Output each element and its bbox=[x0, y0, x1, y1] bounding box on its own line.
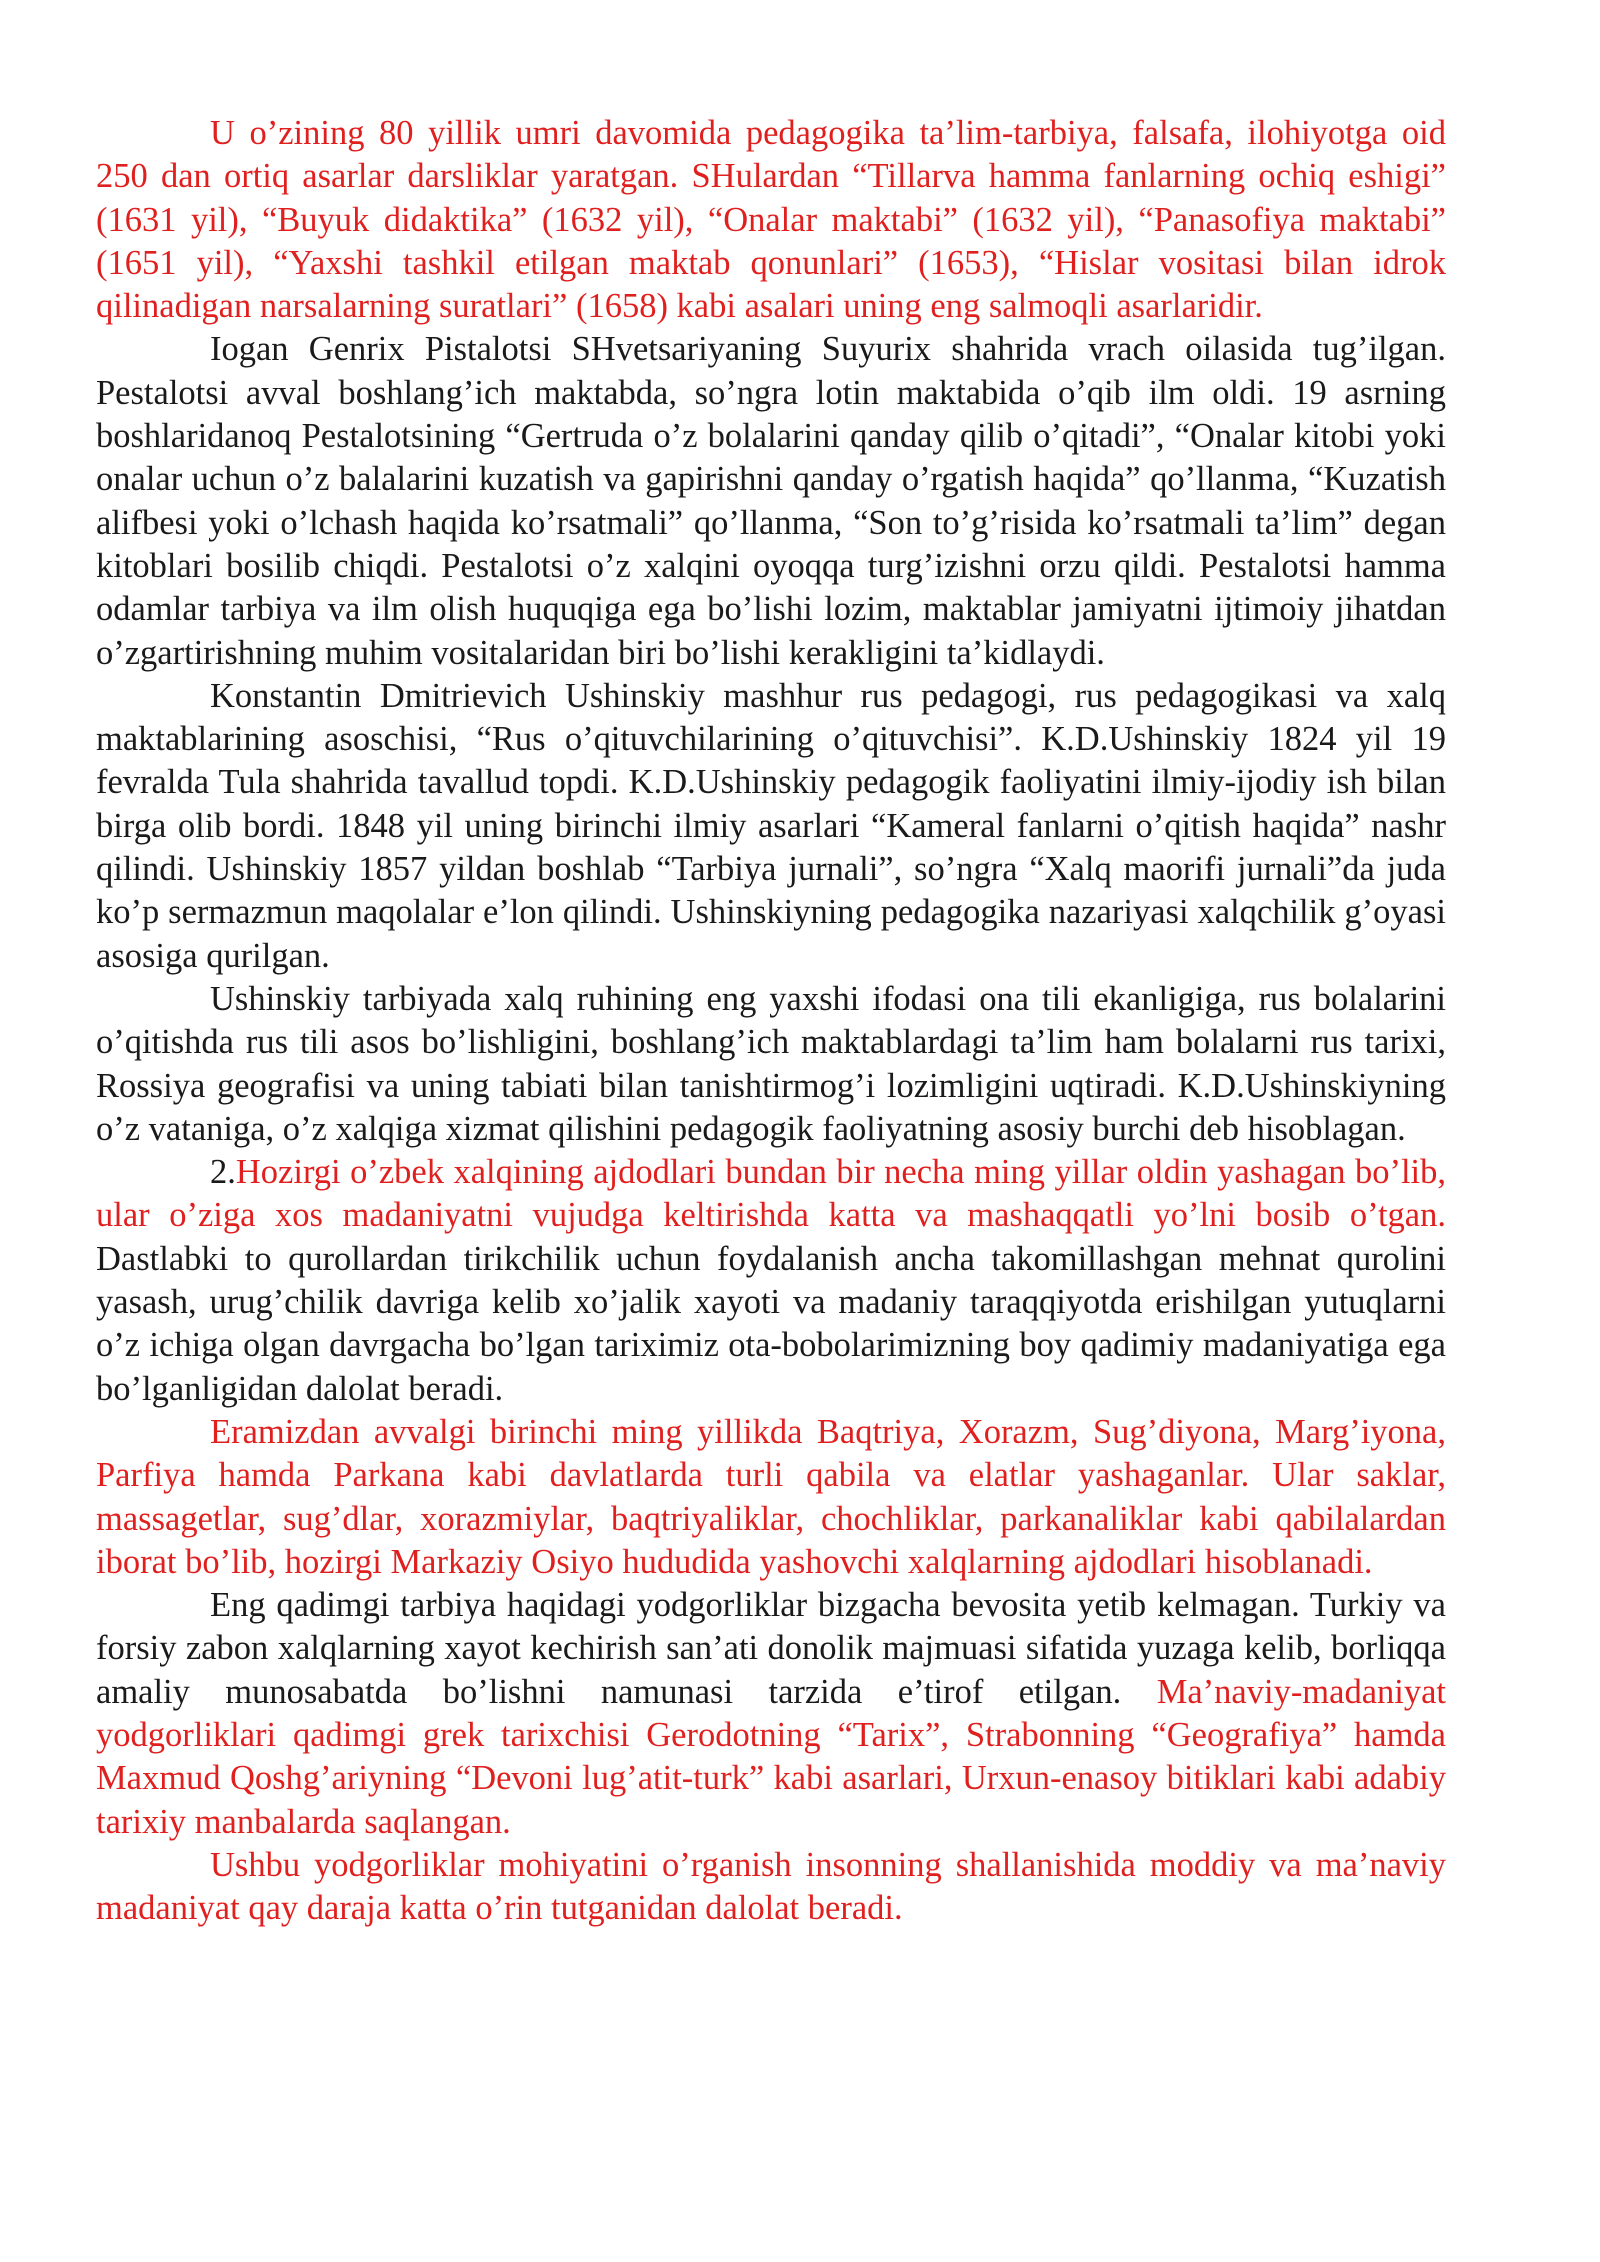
paragraph-ancient-states bbox=[96, 1411, 1446, 1584]
paragraph-pestalozzi bbox=[96, 328, 1446, 674]
text-segment: Dastlabki to qurollardan tirikchilik uchun foydalanish ancha takomillashgan mehnat qurolini yasash, urug’chilik davriga kelib xo’jalik xayoti va madaniy taraqqiyotda erishilgan yutuqlarni o’z ichiga olgan davrgacha bo’lgan tariximiz ota-bobolarimizning boy qadimiy madaniyatiga ega bo’lganligidan dalolat beradi. bbox=[96, 1239, 1446, 1408]
text-segment: Eng qadimgi tarbiya haqidagi yodgorliklar bizgacha bevosita yetib kelmagan. Turkiy va forsiy zabon xalqlarning xayot kechirish san’ati donolik majmuasi sifatida yuzaga kelib, borliqqa amaliy munosabatda bo’lishni namunasi tarzida e’tirof etilgan. bbox=[96, 1586, 1446, 1711]
text-segment: Ma’naviy-madaniyat yodgorliklari qadimgi grek tarixchisi Gerodotning “Tarix”, Strabonning “Geografiya” hamda Maxmud Qoshg’ariyning “Devoni lug’atit-turk” kabi asarlari, Urxun-enasoy bitiklari kabi adabiy tarixiy manbalarda saqlangan. bbox=[96, 1672, 1446, 1841]
section-number: 2. bbox=[210, 1153, 236, 1192]
paragraph-ushinskiy-ideas bbox=[96, 978, 1446, 1151]
document-page bbox=[96, 112, 1446, 1930]
text-segment: Ushbu yodgorliklar mohiyatini o’rganish insonning shallanishida moddiy va ma’naviy madaniyat qay daraja katta o’rin tutganidan dalolat beradi. bbox=[96, 1845, 1446, 1928]
paragraph-uzbek-ancestors bbox=[96, 1151, 1446, 1411]
text-segment: Ushinskiy tarbiyada xalq ruhining eng yaxshi ifodasi ona tili ekanligiga, rus bolalarini o’qitishda rus tili asos bo’lishligini, boshlang’ich maktablardagi ta’lim ham bolalarni rus tarixi, Rossiya geografisi va uning tabiati bilan tanishtirmog’i lozimligini uqtiradi. K.D.Ushinskiyning o’z vataniga, o’z xalqiga xizmat qilishini pedagogik faoliyatning asosiy burchi deb hisoblagan. bbox=[96, 979, 1446, 1148]
text-segment: Konstantin Dmitrievich Ushinskiy mashhur rus pedagogi, rus pedagogikasi va xalq maktablarining asoschisi, “Rus o’qituvchilarining o’qituvchisi”. K.D.Ushinskiy 1824 yil 19 fevralda Tula shahrida tavallud topdi. K.D.Ushinskiy pedagogik faoliyatini ilmiy-ijodiy ish bilan birga olib bordi. 1848 yil uning birinchi ilmiy asarlari “Kameral fanlarni o’qitish haqida” nashr qilindi. Ushinskiy 1857 yildan boshlab “Tarbiya jurnali”, so’ngra “Xalq maorifi jurnali”da juda ko’p sermazmun maqolalar e’lon qilindi. Ushinskiyning pedagogika nazariyasi xalqchilik g’oyasi asosiga qurilgan. bbox=[96, 676, 1446, 975]
paragraph-conclusion bbox=[96, 1844, 1446, 1931]
paragraph-comenius-works bbox=[96, 112, 1446, 328]
paragraph-ancient-monuments bbox=[96, 1584, 1446, 1844]
paragraph-ushinskiy-bio bbox=[96, 675, 1446, 978]
text-segment: U o’zining 80 yillik umri davomida pedagogika ta’lim-tarbiya, falsafa, ilohiyotga oid 250 dan ortiq asarlar darsliklar yaratgan. SHulardan “Tillarva hamma fanlarning ochiq eshigi” (1631 yil), “Buyuk didaktika” (1632 yil), “Onalar maktabi” (1632 yil), “Panasofiya maktabi” (1651 yil), “Yaxshi tashkil etilgan maktab qonunlari” (1653), “Hislar vositasi bilan idrok qilinadigan narsalarning suratlari” (1658) kabi asalari uning eng salmoqli asarlaridir. bbox=[96, 114, 1446, 326]
text-segment: Hozirgi o’zbek xalqining ajdodlari bundan bir necha ming yillar oldin yashagan bo’lib, ular o’ziga xos madaniyatni vujudga keltirishda katta va mashaqqatli yo’lni bosib o’tgan. bbox=[96, 1153, 1446, 1235]
text-segment: Iogan Genrix Pistalotsi SHvetsariyaning Suyurix shahrida vrach oilasida tug’ilgan. Pestalotsi avval boshlang’ich maktabda, so’ngra lotin maktabida o’qib ilm oldi. 19 asrning boshlaridanoq Pestalotsining “Gertruda o’z bolalarini qanday qilib o’qitadi”, “Onalar kitobi yoki onalar uchun o’z balalarini kuzatish va gapirishni qanday o’rgatish haqida” qo’llanma, “Kuzatish alifbesi yoki o’lchash haqida ko’rsatmali” qo’llanma, “Son to’g’risida ko’rsatmali ta’lim” degan kitoblari bosilib chiqdi. Pestalotsi o’z xalqini oyoqqa turg’izishni orzu qildi. Pestalotsi hamma odamlar tarbiya va ilm olish huquqiga ega bo’lishi lozim, maktablar jamiyatni ijtimoiy jihatdan o’zgartirishning muhim vositalaridan biri bo’lishi kerakligini ta’kidlaydi. bbox=[96, 330, 1446, 672]
text-segment: Eramizdan avvalgi birinchi ming yillikda Baqtriya, Xorazm, Sug’diyona, Marg’iyona, Parfiya hamda Parkana kabi davlatlarda turli qabila va elatlar yashaganlar. Ular saklar, massagetlar, sug’dlar, xorazmiylar, baqtriyaliklar, chochliklar, parkanaliklar kabi qabilalardan iborat bo’lib, hozirgi Markaziy Osiyo hududida yashovchi xalqlarning ajdodlari hisoblanadi. bbox=[96, 1412, 1446, 1581]
